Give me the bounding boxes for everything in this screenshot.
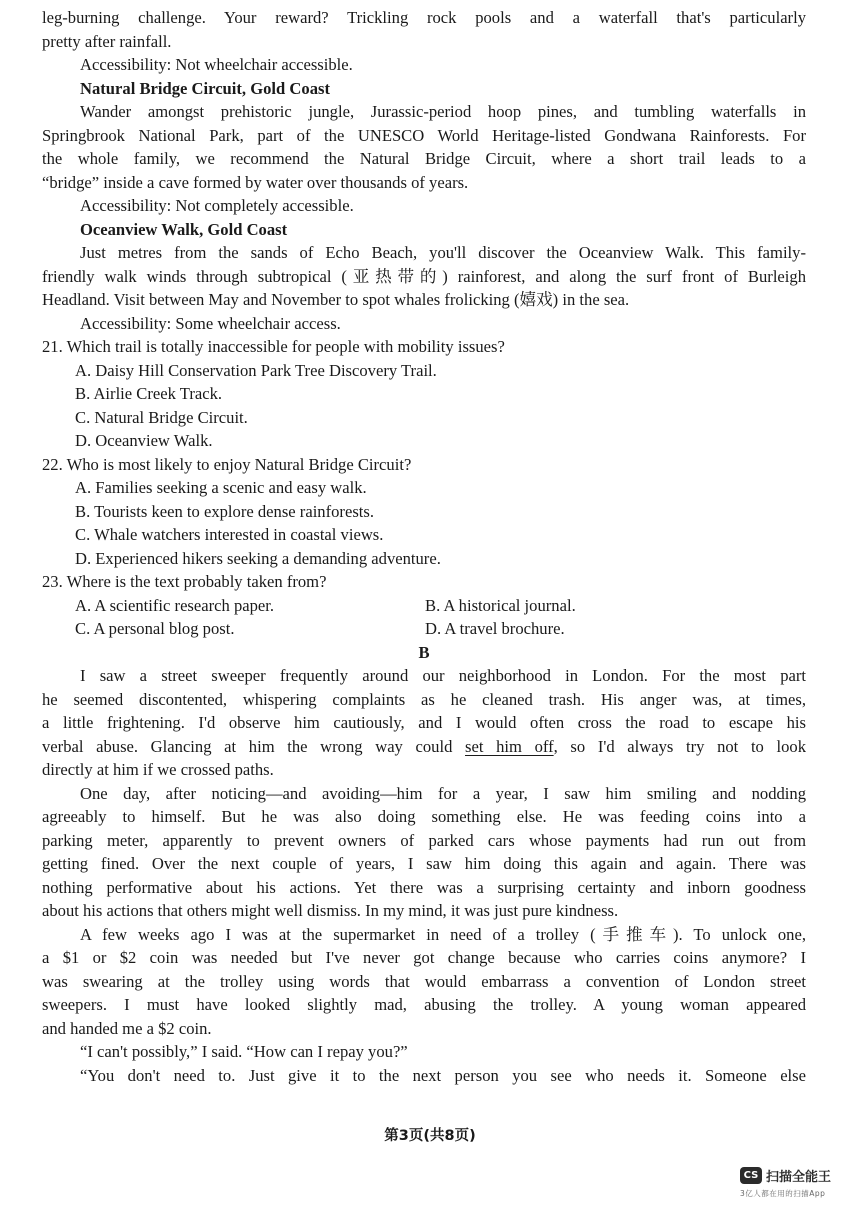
question-option: A. A scientific research paper.: [75, 595, 275, 615]
passage-line: he seemed discontented, whispering complaints as he cleaned trash. His anger was, at times,: [42, 689, 806, 709]
question-stem: 21. Which trail is totally inaccessible for people with mobility issues?: [42, 337, 505, 356]
passage-line: “You don't need to. Just give it to the next person you see who needs it. Someone else: [80, 1065, 806, 1085]
watermark-name: 扫描全能王: [766, 1170, 832, 1185]
accessibility-note: Accessibility: Not wheelchair accessible.: [80, 55, 353, 74]
question-option: B. A historical journal.: [425, 595, 576, 615]
passage-line: parking meter, apparently to prevent owners of parked cars whose payments had run out from: [42, 830, 806, 850]
passage-line: Headland. Visit between May and November to spot whales frolicking (嬉戏) in the sea.: [42, 290, 630, 309]
accessibility-note: Accessibility: Not completely accessible.: [80, 196, 354, 215]
question-option: C. Natural Bridge Circuit.: [75, 407, 248, 427]
passage-line: Wander amongst prehistoric jungle, Jurassic-period hoop pines, and tumbling waterfalls in: [80, 102, 806, 121]
option-row: [42, 617, 806, 641]
passage-line: nothing performative about his actions. Yet there was a surprising certainty and inborn goodness: [42, 877, 806, 897]
page-number: 第3页(共8页): [384, 1128, 476, 1144]
passage-line: a little frightening. I'd observe him cautiously, and I would often cross the road to escape his: [42, 713, 806, 732]
passage-line: Springbrook National Park, part of the UNESCO World Heritage-listed Gondwana Rainforests. For: [42, 125, 806, 145]
passage-line: getting fined. Over the next couple of years, I saw him doing this again and again. There was: [42, 854, 806, 873]
question-option: A. Daisy Hill Conservation Park Tree Discovery Trail.: [75, 360, 437, 380]
passage-line: and handed me a $2 coin.: [42, 1018, 212, 1038]
accessibility-note: Accessibility: Some wheelchair access.: [80, 313, 341, 333]
question-option: D. A travel brochure.: [425, 619, 565, 638]
camscanner-logo-icon: CS: [740, 1167, 762, 1184]
passage-line: agreeably to himself. But he was also doing something else. He was feeding coins into a: [42, 807, 806, 826]
passage-line: leg-burning challenge. Your reward? Trickling rock pools and a waterfall that's particularly: [42, 8, 806, 27]
underlined-phrase: set him off: [465, 736, 554, 756]
question-option: A. Families seeking a scenic and easy walk.: [75, 478, 367, 497]
passage-text: , so I'd always try not to look: [553, 736, 806, 756]
section-title: B: [418, 642, 430, 662]
passage-line: the whole family, we recommend the Natural Bridge Circuit, where a short trail leads to a: [42, 149, 806, 168]
question-option: D. Oceanview Walk.: [75, 431, 213, 450]
question-option: C. Whale watchers interested in coastal views.: [75, 525, 384, 544]
question-option: C. A personal blog post.: [75, 619, 235, 638]
passage-line: about his actions that others might well dismiss. In my mind, it was just pure kindness.: [42, 901, 619, 920]
question-stem: 22. Who is most likely to enjoy Natural Bridge Circuit?: [42, 454, 412, 474]
passage-line: “I can't possibly,” I said. “How can I repay you?”: [80, 1042, 408, 1061]
passage-line: was swearing at the trolley using words that would embarrass a convention of London street: [42, 971, 806, 991]
passage-line: a $1 or $2 coin was needed but I've never got change because who carries coins anymore? I: [42, 948, 806, 967]
passage-line: friendly walk winds through subtropical (亚热带的) rainforest, and along the surf front of Burleigh: [42, 266, 806, 286]
option-row: [42, 594, 806, 618]
exam-page: [42, 6, 806, 1087]
passage-line: One day, after noticing—and avoiding—him for a year, I saw him smiling and nodding: [80, 783, 806, 803]
watermark-subtitle: 3亿人都在用的扫描App: [740, 1189, 826, 1198]
passage-line: directly at him if we crossed paths.: [42, 760, 274, 779]
passage-line: A few weeks ago I was at the supermarket in need of a trolley (手推车). To unlock one,: [80, 924, 806, 944]
question-option: B. Tourists keen to explore dense rainforests.: [75, 501, 374, 521]
question-stem: 23. Where is the text probably taken from?: [42, 572, 327, 591]
trail-heading: Oceanview Walk, Gold Coast: [80, 219, 288, 239]
passage-line: Just metres from the sands of Echo Beach, you'll discover the Oceanview Walk. This family-: [80, 243, 806, 262]
passage-line: I saw a street sweeper frequently around our neighborhood in London. For the most part: [80, 666, 806, 685]
passage-line: pretty after rainfall.: [42, 31, 172, 51]
passage-line: sweepers. I must have looked slightly mad, abusing the trolley. A young woman appeared: [42, 995, 806, 1014]
question-option: B. Airlie Creek Track.: [75, 384, 223, 403]
trail-heading: Natural Bridge Circuit, Gold Coast: [80, 78, 330, 98]
passage-line: “bridge” inside a cave formed by water over thousands of years.: [42, 172, 469, 192]
question-option: D. Experienced hikers seeking a demanding adventure.: [75, 548, 441, 568]
passage-line: [42, 735, 806, 759]
passage-text: verbal abuse. Glancing at him the wrong way could: [42, 736, 466, 756]
scanner-watermark: [740, 1166, 850, 1199]
